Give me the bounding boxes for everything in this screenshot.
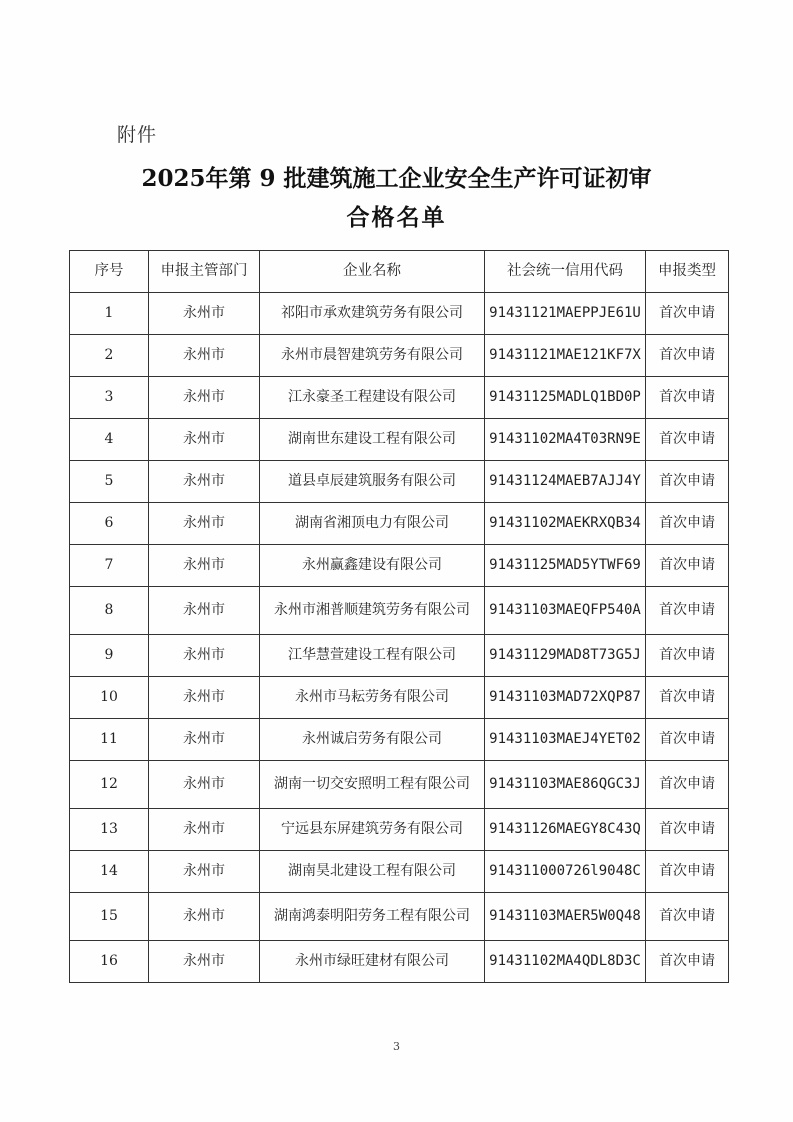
cell-application-type: 首次申请 — [646, 941, 729, 983]
cell-company-name: 湖南昊北建设工程有限公司 — [260, 851, 485, 893]
cell-credit-code: 91431103MAEQFP540A — [485, 587, 646, 635]
cell-serial: 11 — [70, 719, 149, 761]
qualified-list-table — [69, 250, 729, 983]
document-title-line2: 合格名单 — [346, 204, 447, 231]
cell-serial: 2 — [70, 335, 149, 377]
cell-credit-code: 91431102MA4T03RN9E — [485, 419, 646, 461]
cell-credit-code: 91431103MAE86QGC3J — [485, 761, 646, 809]
cell-serial: 6 — [70, 503, 149, 545]
cell-company-name: 永州赢鑫建设有限公司 — [260, 545, 485, 587]
cell-department: 永州市 — [149, 941, 260, 983]
header-application-type: 申报类型 — [646, 251, 729, 293]
cell-department: 永州市 — [149, 809, 260, 851]
cell-company-name: 宁远县东屏建筑劳务有限公司 — [260, 809, 485, 851]
cell-credit-code: 91431103MAEJ4YET02 — [485, 719, 646, 761]
cell-company-name: 祁阳市承欢建筑劳务有限公司 — [260, 293, 485, 335]
cell-department: 永州市 — [149, 851, 260, 893]
cell-credit-code: 91431102MAEKRXQB34 — [485, 503, 646, 545]
cell-credit-code: 91431126MAEGY8C43Q — [485, 809, 646, 851]
table-row — [70, 677, 729, 719]
header-company-name: 企业名称 — [260, 251, 485, 293]
cell-serial: 13 — [70, 809, 149, 851]
cell-serial: 9 — [70, 635, 149, 677]
cell-company-name: 湖南省湘顶电力有限公司 — [260, 503, 485, 545]
cell-application-type: 首次申请 — [646, 335, 729, 377]
cell-application-type: 首次申请 — [646, 677, 729, 719]
cell-serial: 10 — [70, 677, 149, 719]
table-row — [70, 587, 729, 635]
cell-credit-code: 91431124MAEB7AJJ4Y — [485, 461, 646, 503]
cell-application-type: 首次申请 — [646, 377, 729, 419]
cell-application-type: 首次申请 — [646, 851, 729, 893]
cell-department: 永州市 — [149, 677, 260, 719]
cell-credit-code: 91431129MAD8T73G5J — [485, 635, 646, 677]
table-row — [70, 893, 729, 941]
cell-serial: 4 — [70, 419, 149, 461]
table-row — [70, 809, 729, 851]
attachment-label: 附件 — [117, 124, 158, 146]
cell-department: 永州市 — [149, 461, 260, 503]
cell-credit-code: 91431125MAD5YTWF69 — [485, 545, 646, 587]
table-row — [70, 335, 729, 377]
cell-department: 永州市 — [149, 545, 260, 587]
cell-department: 永州市 — [149, 719, 260, 761]
cell-application-type: 首次申请 — [646, 809, 729, 851]
cell-serial: 7 — [70, 545, 149, 587]
table-row — [70, 503, 729, 545]
cell-application-type: 首次申请 — [646, 545, 729, 587]
cell-credit-code: 91431102MA4QDL8D3C — [485, 941, 646, 983]
cell-credit-code: 91431121MAE121KF7X — [485, 335, 646, 377]
table-row — [70, 761, 729, 809]
table-row — [70, 851, 729, 893]
cell-company-name: 永州市晨智建筑劳务有限公司 — [260, 335, 485, 377]
table-row — [70, 461, 729, 503]
cell-department: 永州市 — [149, 635, 260, 677]
cell-application-type: 首次申请 — [646, 503, 729, 545]
cell-company-name: 湖南一切交安照明工程有限公司 — [260, 761, 485, 809]
cell-company-name: 永州市湘普顺建筑劳务有限公司 — [260, 587, 485, 635]
cell-company-name: 江华慧萱建设工程有限公司 — [260, 635, 485, 677]
header-serial: 序号 — [70, 251, 149, 293]
cell-serial: 14 — [70, 851, 149, 893]
table-row — [70, 293, 729, 335]
header-department: 申报主管部门 — [149, 251, 260, 293]
cell-credit-code: 91431125MADLQ1BD0P — [485, 377, 646, 419]
cell-department: 永州市 — [149, 377, 260, 419]
cell-department: 永州市 — [149, 335, 260, 377]
cell-application-type: 首次申请 — [646, 761, 729, 809]
cell-company-name: 江永豪圣工程建设有限公司 — [260, 377, 485, 419]
cell-department: 永州市 — [149, 587, 260, 635]
cell-company-name: 永州诚启劳务有限公司 — [260, 719, 485, 761]
document-title-line1: 2025年第 9 批建筑施工企业安全生产许可证初审 — [141, 165, 652, 192]
cell-serial: 12 — [70, 761, 149, 809]
cell-serial: 8 — [70, 587, 149, 635]
cell-credit-code: 91431121MAEPPJE61U — [485, 293, 646, 335]
table-row — [70, 941, 729, 983]
page-number: 3 — [393, 1040, 400, 1053]
cell-company-name: 永州市马耘劳务有限公司 — [260, 677, 485, 719]
cell-serial: 3 — [70, 377, 149, 419]
cell-application-type: 首次申请 — [646, 419, 729, 461]
cell-application-type: 首次申请 — [646, 893, 729, 941]
cell-application-type: 首次申请 — [646, 635, 729, 677]
cell-department: 永州市 — [149, 893, 260, 941]
cell-application-type: 首次申请 — [646, 587, 729, 635]
cell-serial: 1 — [70, 293, 149, 335]
cell-department: 永州市 — [149, 503, 260, 545]
table-row — [70, 545, 729, 587]
cell-application-type: 首次申请 — [646, 461, 729, 503]
header-credit-code: 社会统一信用代码 — [485, 251, 646, 293]
table-row — [70, 719, 729, 761]
cell-credit-code: 914311000726l9048C — [485, 851, 646, 893]
cell-application-type: 首次申请 — [646, 293, 729, 335]
cell-serial: 15 — [70, 893, 149, 941]
table-row — [70, 377, 729, 419]
cell-company-name: 湖南世东建设工程有限公司 — [260, 419, 485, 461]
cell-serial: 5 — [70, 461, 149, 503]
cell-department: 永州市 — [149, 419, 260, 461]
cell-application-type: 首次申请 — [646, 719, 729, 761]
cell-department: 永州市 — [149, 761, 260, 809]
cell-credit-code: 91431103MAD72XQP87 — [485, 677, 646, 719]
table-header-row — [70, 251, 729, 293]
cell-serial: 16 — [70, 941, 149, 983]
cell-department: 永州市 — [149, 293, 260, 335]
cell-company-name: 永州市绿旺建材有限公司 — [260, 941, 485, 983]
table-row — [70, 419, 729, 461]
table-row — [70, 635, 729, 677]
cell-company-name: 湖南鸿泰明阳劳务工程有限公司 — [260, 893, 485, 941]
cell-credit-code: 91431103MAER5W0Q48 — [485, 893, 646, 941]
cell-company-name: 道县卓辰建筑服务有限公司 — [260, 461, 485, 503]
